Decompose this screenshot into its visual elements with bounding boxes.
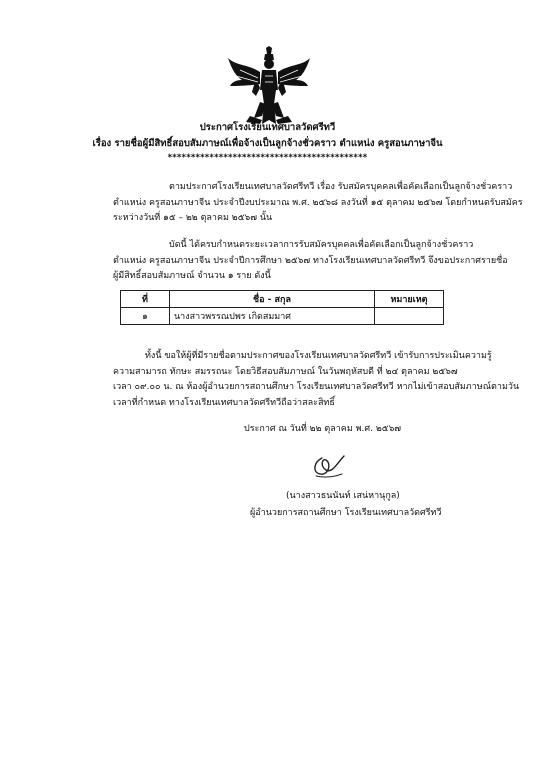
paragraph-line: ความสามารถ ทักษะ สมรรถนะ โดยวิธีสอบสัมภาษณ์ ในวันพฤหัสบดี ที่ ๒๔ ตุลาคม ๒๕๖๗ <box>113 366 458 377</box>
star-divider: ******************************************* <box>167 153 368 163</box>
garuda-emblem <box>226 46 312 126</box>
announcement-date: ประกาศ ณ วันที่ ๒๒ ตุลาคม พ.ศ. ๒๕๖๗ <box>244 424 402 434</box>
column-header-no: ที่ <box>121 291 170 308</box>
paragraph-line: ผู้มีสิทธิ์สอบสัมภาษณ์ จำนวน ๑ ราย ดังนี้ <box>113 271 271 282</box>
paragraph-line: ระหว่างวันที่ ๑๕ – ๒๒ ตุลาคม ๒๕๖๗ นั้น <box>113 213 273 224</box>
cell-no: ๑ <box>121 308 170 325</box>
announcement-title: ประกาศโรงเรียนเทศบาลวัดศรีทวี <box>199 122 336 133</box>
cell-name: นางสาวพรรณปพร เกิดสมมาศ <box>170 308 375 325</box>
paragraph-line: บัดนี้ ได้ครบกำหนดระยะเวลาการรับสมัครบุคคลเพื่อคัดเลือกเป็นลูกจ้างชั่วคราว <box>169 240 474 250</box>
paragraph-line: ตามประกาศโรงเรียนเทศบาลวัดศรีทวี เรื่อง รับสมัครบุคคลเพื่อคัดเลือกเป็นลูกจ้างชั่วคราว <box>169 182 513 192</box>
paragraph-line: ทั้งนี้ ขอให้ผู้ที่มีรายชื่อตามประกาศของโรงเรียนเทศบาลวัดศรีทวี เข้ารับการประเมินความรู้ <box>145 351 492 361</box>
signer-position: ผู้อำนวยการสถานศึกษา โรงเรียนเทศบาลวัดศรีทวี <box>250 508 442 518</box>
column-header-note: หมายเหตุ <box>375 291 444 308</box>
paragraph-line: เวลา ๐๙.๐๐ น. ณ ห้องผู้อำนวยการสถานศึกษา โรงเรียนเทศบาลวัดศรีทวี หากไม่เข้าสอบสัมภาษณ์ตามวัน <box>113 382 520 393</box>
paragraph-intro <box>113 180 523 227</box>
column-header-name: ชื่อ - สกุล <box>170 291 375 308</box>
candidate-table <box>120 290 444 325</box>
announcement-subject: เรื่อง รายชื่อผู้มีสิทธิ์สอบสัมภาษณ์เพื่อจ้างเป็นลูกจ้างชั่วคราว ตำแหน่ง ครูสอนภาษาจีน <box>92 138 443 149</box>
paragraph-line: ตำแหน่ง ครูสอนภาษาจีน ประจำปีการศึกษา ๒๕๖๗ ทางโรงเรียนเทศบาลวัดศรีทวี จึงขอประกาศรายชื่อ <box>113 255 508 266</box>
table-header-row <box>121 291 444 308</box>
paragraph-notice <box>113 238 508 285</box>
signer-name: (นางสาวธนนันท์ เสน่หานุกูล) <box>286 491 400 501</box>
paragraph-instructions <box>113 349 520 411</box>
table-row <box>121 308 444 325</box>
paragraph-line: ตำแหน่ง ครูสอนภาษาจีน ประจำปีงบประมาณ พ.ศ. ๒๕๖๘ ลงวันที่ ๑๕ ตุลาคม ๒๕๖๗ โดยกำหนดรับสมัคร <box>113 197 523 208</box>
cell-note <box>375 308 444 325</box>
paragraph-line: เวลาที่กำหนด ทางโรงเรียนเทศบาลวัดศรีทวีถือว่าสละสิทธิ์ <box>113 397 335 408</box>
signature <box>308 452 348 480</box>
